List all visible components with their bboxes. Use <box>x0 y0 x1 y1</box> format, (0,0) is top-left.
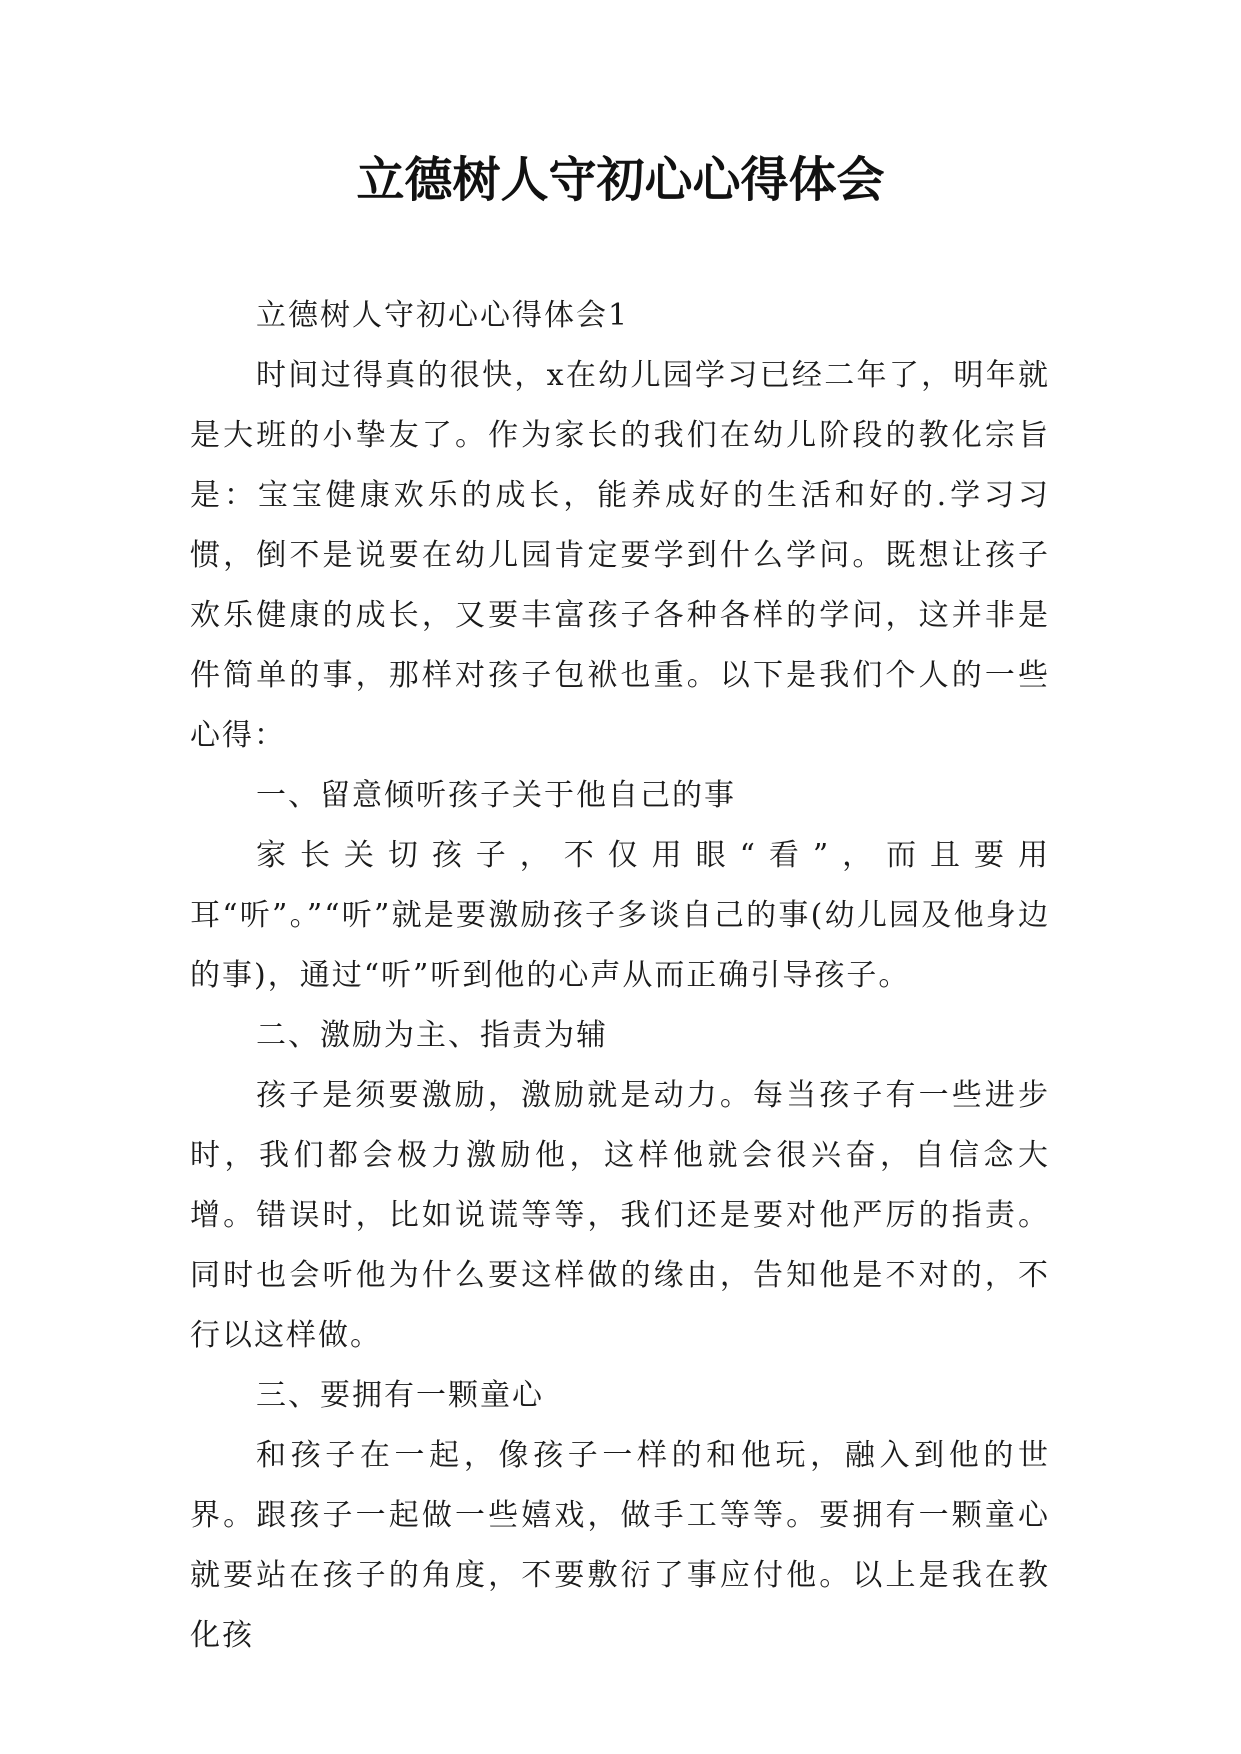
section-heading-1: 一、留意倾听孩子关于他自己的事 <box>256 778 736 813</box>
section-heading-2: 二、激励为主、指责为辅 <box>256 1018 608 1053</box>
intro-paragraph: 时间过得真的很快，x在幼儿园学习已经二年了，明年就是大班的小挚友了。作为家长的我们在幼儿阶段的教化宗旨是：宝宝健康欢乐的成长，能养成好的生活和好的.学习习惯，倒不是说要在幼儿园肯定要学到什么学问。既想让孩子欢乐健康的成长，又要丰富孩子各种各样的学问，这并非是件简单的事，那样对孩子包袱也重。以下是我们个人的一些心得： <box>190 358 1050 753</box>
section-paragraph-2: 孩子是须要激励，激励就是动力。每当孩子有一些进步时，我们都会极力激励他，这样他就会很兴奋，自信念大增。错误时，比如说谎等等，我们还是要对他严厉的指责。同时也会听他为什么要这样做的缘由，告知他是不对的，不行以这样做。 <box>190 1078 1050 1353</box>
section-paragraph-1: 家长关切孩子，不仅用眼“看”，而且要用耳“听”。”“听”就是要激励孩子多谈自己的事(幼儿园及他身边的事)，通过“听”听到他的心声从而正确引导孩子。 <box>190 838 1050 993</box>
section-paragraph-3: 和孩子在一起，像孩子一样的和他玩，融入到他的世界。跟孩子一起做一些嬉戏，做手工等等。要拥有一颗童心就要站在孩子的角度，不要敷衍了事应付他。以上是我在教化孩 <box>190 1438 1050 1653</box>
document-title: 立德树人守初心心得体会 <box>356 152 885 208</box>
section-heading-3: 三、要拥有一颗童心 <box>256 1378 544 1413</box>
document-body <box>190 286 1050 1666</box>
subtitle-paragraph: 立德树人守初心心得体会1 <box>256 298 630 333</box>
